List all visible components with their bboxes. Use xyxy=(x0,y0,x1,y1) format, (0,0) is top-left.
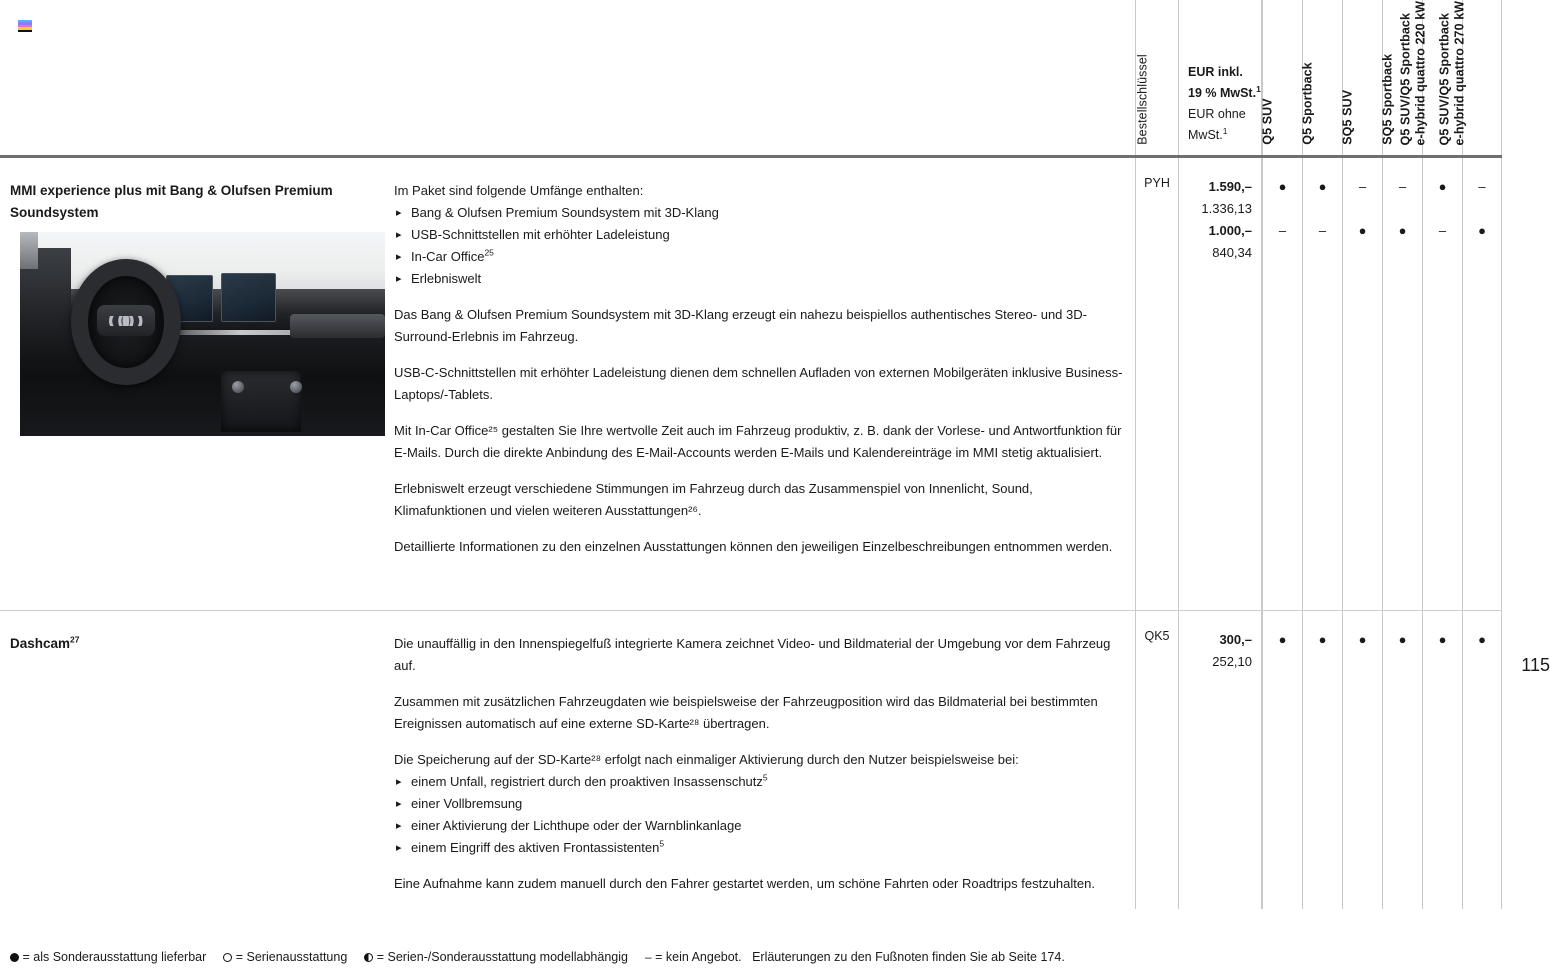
availability-marker-optional: ● xyxy=(1318,632,1327,647)
description-paragraph: USB-C-Schnittstellen mit erhöhter Ladeleistung dienen dem schnellen Aufladen von externen Mobilgeräten inklusive Business-Laptops/-Tablets. xyxy=(394,365,1123,402)
trigger-events-list xyxy=(394,771,1123,859)
photo-console-knob xyxy=(232,381,244,393)
price-incl-vat: 300,– xyxy=(1219,632,1252,647)
column-header-order-key xyxy=(1135,0,1178,155)
footnote-ref: 25 xyxy=(484,247,494,258)
equipment-title-line2: Soundsystem xyxy=(10,205,99,220)
order-key-cell xyxy=(1135,158,1178,610)
column-header-price xyxy=(1178,0,1262,155)
price-incl-line2: 19 % MwSt.$^1$ xyxy=(1188,83,1261,100)
legend-open-dot-icon xyxy=(223,953,232,962)
availability-marker-optional: ● xyxy=(1278,632,1287,647)
photo-center-console xyxy=(221,371,301,432)
footnote-ref: 5 xyxy=(659,838,665,849)
price-excl-line1: EUR ohne xyxy=(1188,107,1246,121)
availability-marker-optional: ● xyxy=(1358,632,1367,647)
variant-label: SQ5 SUV xyxy=(1340,90,1355,145)
description-paragraph: Mit In-Car Office²⁵ gestalten Sie Ihre wertvolle Zeit auch im Fahrzeug produktiv, z. B. dank der Vorlese- und Antwortfunktion für E-Mails. Durch die direkte Anbindung des E-Mail-Accounts werden E-Mails und Kalendereinträge im MMI stetig aktualisiert. xyxy=(394,423,1122,460)
column-header-variant-sq5-suv xyxy=(1342,0,1382,155)
page-number: 115 xyxy=(1521,655,1550,675)
price-incl-vat: 1.590,– xyxy=(1208,179,1252,194)
list-intro: Die Speicherung auf der SD-Karte²⁸ erfolgt nach einmaliger Aktivierung durch den Nutzer beispielsweise bei: xyxy=(394,752,1019,767)
package-intro: Im Paket sind folgende Umfänge enthalten: xyxy=(394,183,644,198)
availability-marker-optional: ● xyxy=(1438,632,1447,647)
price-excl-vat: 840,34 xyxy=(1212,245,1252,260)
list-item: ▸ einem Unfall, registriert durch den proaktiven Insassenschutz$^5$ xyxy=(394,771,1123,793)
audi-rings-icon xyxy=(108,316,145,326)
column-header-price-label xyxy=(1188,62,1261,146)
footnote-ref: 27 xyxy=(70,634,80,645)
availability-marker-optional: ● xyxy=(1478,632,1486,647)
list-item: ▸ In-Car Office$^{25}$ xyxy=(394,246,1123,268)
availability-columns xyxy=(1135,611,1502,909)
availability-cell-ehybrid-270 xyxy=(1462,611,1502,909)
variant-label: Q5 Sportback xyxy=(1300,62,1315,145)
footnote-ref: 1 xyxy=(1222,125,1228,136)
variant-label: SQ5 Sportback xyxy=(1380,54,1395,145)
price-incl-line1: EUR inkl. xyxy=(1188,65,1243,79)
price-incl-vat: 1.000,– xyxy=(1208,223,1252,238)
description-paragraph: Erlebniswelt erzeugt verschiedene Stimmungen im Fahrzeug durch das Zusammenspiel von Innenlicht, Sound, Klimafunktionen und vielen weiteren Ausstattungen²⁶. xyxy=(394,481,1033,518)
price-excl-vat: 1.336,13 xyxy=(1201,201,1252,216)
footnote-ref: 1 xyxy=(1256,83,1261,94)
column-header-variant-q5-sportback xyxy=(1302,0,1342,155)
description-paragraph: Das Bang & Olufsen Premium Soundsystem mit 3D-Klang erzeugt ein nahezu beispiellos authentisches Stereo- und 3D-Surround-Erlebnis im Fahrzeug. xyxy=(394,307,1087,344)
availability-cell-sq5-sportback xyxy=(1382,611,1422,909)
package-contents-list xyxy=(394,202,1123,290)
legend-filled-text: = als Sonderausstattung lieferbar xyxy=(22,950,207,964)
legend-open-text: = Serienausstattung xyxy=(235,950,348,964)
availability-cell-sq5-sportback xyxy=(1382,158,1422,610)
description-paragraph: Die unauffällig in den Innenspiegelfuß integrierte Kamera zeichnet Video- und Bildmaterial der Umgebung vor dem Fahrzeug auf. xyxy=(394,636,1111,673)
price-cell xyxy=(1178,611,1262,909)
table-row xyxy=(0,158,1502,611)
price-excl-line2: MwSt.$^1$ xyxy=(1188,125,1228,142)
variant-label: Q5 SUV xyxy=(1260,98,1275,145)
list-item: ▸ einer Vollbremsung xyxy=(394,793,1123,815)
availability-cell-ehybrid-220 xyxy=(1422,158,1462,610)
price-group xyxy=(1179,220,1261,264)
legend-footnote-note: Erläuterungen zu den Fußnoten finden Sie ab Seite 174. xyxy=(752,950,1065,964)
legend-half-dot-icon xyxy=(364,953,373,962)
column-header-order-key-label: Bestellschlüssel xyxy=(1134,54,1149,145)
variant-label-multiline xyxy=(1398,0,1428,145)
equipment-photo xyxy=(20,232,385,436)
legend-half-text: = Serien-/Sonderausstattung modellabhängig xyxy=(376,950,628,964)
legend-filled-dot-icon xyxy=(10,953,19,962)
list-item: ▸ einem Eingriff des aktiven Frontassistenten$^5$ xyxy=(394,837,1123,859)
list-item: ▸ Erlebniswelt xyxy=(394,268,1123,290)
availability-marker-unavailable: – xyxy=(1478,179,1486,194)
availability-marker-optional: ● xyxy=(1318,179,1327,194)
list-item: ▸ USB-Schnittstellen mit erhöhter Ladeleistung xyxy=(394,224,1123,246)
availability-marker-unavailable: – xyxy=(1278,223,1287,238)
equipment-description-cell xyxy=(390,611,1135,909)
photo-a-pillar xyxy=(20,232,38,269)
availability-cell-q5-suv xyxy=(1262,158,1302,610)
price-cell xyxy=(1178,158,1262,610)
availability-marker-unavailable: – xyxy=(1318,223,1327,238)
table-header xyxy=(0,0,1502,158)
column-header-variant-q5-suv xyxy=(1262,0,1302,155)
availability-marker-optional: ● xyxy=(1398,632,1407,647)
legend-footer xyxy=(10,948,1065,966)
price-excl-vat: 252,10 xyxy=(1212,654,1252,669)
photo-console-knob xyxy=(290,381,302,393)
list-item: ▸ einer Aktivierung der Lichthupe oder der Warnblinkanlage xyxy=(394,815,1123,837)
equipment-description-cell xyxy=(390,158,1135,572)
legend-dash-text: = kein Angebot. xyxy=(655,950,742,964)
photo-passenger-display xyxy=(221,273,276,322)
variant-label-line1: Q5 SUV/Q5 Sportback xyxy=(1398,12,1412,145)
photo-right-trim xyxy=(290,314,385,338)
variant-label-line2: e-hybrid quattro 220 kW xyxy=(1412,0,1427,145)
availability-cell-sq5-suv xyxy=(1342,611,1382,909)
availability-marker-optional: ● xyxy=(1278,179,1287,194)
availability-marker-unavailable: – xyxy=(1398,179,1407,194)
order-key-value: PYH xyxy=(1144,176,1170,190)
availability-marker-unavailable: – xyxy=(1358,179,1367,194)
footnote-ref: 5 xyxy=(762,772,768,783)
availability-cell-sq5-suv xyxy=(1342,158,1382,610)
table-row xyxy=(0,611,1502,909)
availability-marker-optional: ● xyxy=(1358,223,1367,238)
variant-label-line2: e-hybrid quattro 270 kW xyxy=(1452,0,1467,145)
availability-cell-q5-suv xyxy=(1262,611,1302,909)
list-item: ▸ Bang & Olufsen Premium Soundsystem mit 3D-Klang xyxy=(394,202,1123,224)
equipment-title-line1: MMI experience plus mit Bang & Olufsen Premium xyxy=(10,183,333,198)
availability-columns xyxy=(1135,158,1502,610)
availability-marker-unavailable: – xyxy=(1438,223,1447,238)
order-key-cell xyxy=(1135,611,1178,909)
availability-marker-optional: ● xyxy=(1398,223,1407,238)
availability-cell-ehybrid-220 xyxy=(1422,611,1462,909)
price-group xyxy=(1179,629,1261,673)
description-paragraph: Eine Aufnahme kann zudem manuell durch den Fahrer gestartet werden, um schöne Fahrten oder Roadtrips festzuhalten. xyxy=(394,876,1095,891)
legend-dash-icon: – xyxy=(644,950,652,964)
availability-cell-ehybrid-270 xyxy=(1462,158,1502,610)
availability-marker-optional: ● xyxy=(1478,223,1486,238)
availability-cell-q5-sportback xyxy=(1302,611,1342,909)
column-header-variant-ehybrid-270 xyxy=(1437,0,1502,155)
equipment-name-cell xyxy=(0,611,390,909)
description-paragraph: Zusammen mit zusätzlichen Fahrzeugdaten wie beispielsweise der Fahrzeugposition wird das Bildmaterial bei bestimmten Ereignissen automatisch auf eine externe SD-Karte²⁸ übertragen. xyxy=(394,694,1098,731)
availability-marker-optional: ● xyxy=(1438,179,1447,194)
price-group xyxy=(1179,176,1261,220)
equipment-title: Dashcam$^{27}$ xyxy=(10,634,80,651)
table-body xyxy=(0,158,1502,909)
variant-label-multiline xyxy=(1438,0,1468,145)
table-header-columns xyxy=(1135,0,1502,155)
order-key-value: QK5 xyxy=(1144,629,1170,643)
description-paragraph: Detaillierte Informationen zu den einzelnen Ausstattungen können den jeweiligen Einzelbeschreibungen entnommen werden. xyxy=(394,539,1113,554)
variant-label-line1: Q5 SUV/Q5 Sportback xyxy=(1437,12,1452,145)
availability-cell-q5-sportback xyxy=(1302,158,1342,610)
equipment-name-cell xyxy=(0,158,390,572)
